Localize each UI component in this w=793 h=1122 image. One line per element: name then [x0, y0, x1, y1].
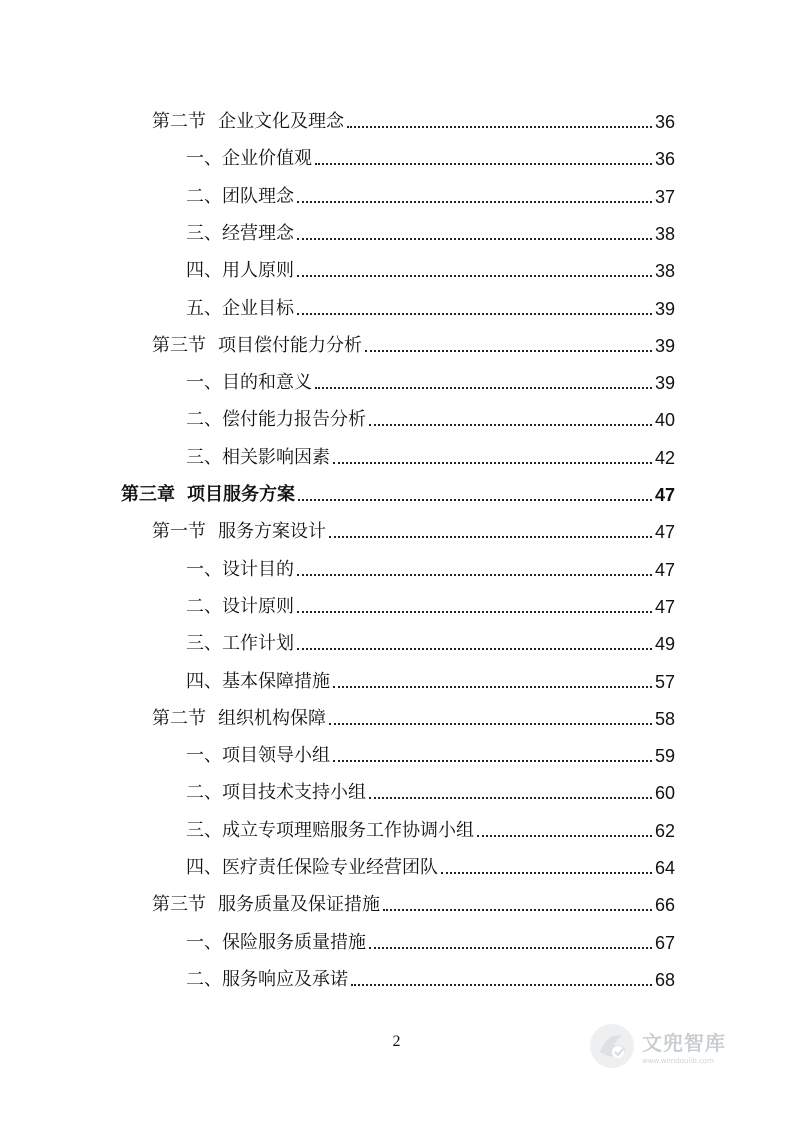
- toc-entry-page: 67: [654, 933, 675, 953]
- toc-entry-label: [186, 447, 330, 469]
- toc-entry-title: 企业价值观: [222, 148, 312, 169]
- toc-entry-title: 企业目标: [222, 298, 294, 319]
- toc-entry: [186, 142, 675, 170]
- toc-entry-label: [186, 223, 294, 245]
- toc-entry-page: 40: [654, 410, 675, 430]
- toc-entry: [152, 888, 675, 916]
- toc-entry-label: [186, 932, 366, 954]
- toc-entry: [186, 403, 675, 431]
- toc-entry-prefix: 二、: [186, 596, 222, 617]
- toc-entry-label: [152, 708, 326, 730]
- toc-entry-title: 相关影响因素: [222, 447, 330, 468]
- toc-leader-dots: [329, 536, 652, 538]
- toc-entry-title: 工作计划: [222, 633, 294, 654]
- toc-entry: [186, 963, 675, 991]
- toc-entry-page: 39: [654, 373, 675, 393]
- toc-entry: [186, 926, 675, 954]
- toc-leader-dots: [297, 648, 652, 650]
- toc-entry-prefix: 二、: [186, 969, 222, 990]
- toc-entry-prefix: 四、: [186, 671, 222, 692]
- toc-entry-label: [186, 148, 312, 170]
- toc-entry: [186, 254, 675, 282]
- toc-entry-prefix: 四、: [186, 260, 222, 281]
- toc-entry-label: [121, 484, 295, 506]
- toc-entry-prefix: 第二节: [152, 111, 206, 132]
- toc-entry-prefix: 第三节: [152, 335, 206, 356]
- toc-entry-page: 47: [654, 560, 675, 580]
- toc-entry-prefix: 第二节: [152, 708, 206, 729]
- toc-leader-dots: [297, 611, 652, 613]
- toc-entry-title: 企业文化及理念: [218, 111, 344, 132]
- toc-entry-page: 36: [654, 112, 675, 132]
- toc-entry-prefix: 三、: [186, 633, 222, 654]
- toc-entry: [186, 627, 675, 655]
- toc-leader-dots: [441, 872, 652, 874]
- toc-entry-label: [152, 894, 380, 916]
- toc-leader-dots: [351, 984, 652, 986]
- toc-entry: [152, 702, 675, 730]
- toc-entry-label: [186, 633, 294, 655]
- toc-entry-prefix: 一、: [186, 559, 222, 580]
- toc-entry-page: 64: [654, 858, 675, 878]
- toc-entry-label: [186, 372, 312, 394]
- toc-entry-page: 47: [654, 485, 675, 505]
- wendou-logo-icon: [588, 1022, 636, 1070]
- toc-entry-title: 基本保障措施: [222, 671, 330, 692]
- toc-entry: [186, 217, 675, 245]
- toc-entry-title: 服务响应及承诺: [222, 969, 348, 990]
- toc-entry: [152, 515, 675, 543]
- toc-entry: [152, 329, 675, 357]
- toc-leader-dots: [333, 686, 652, 688]
- toc-entry-title: 服务质量及保证措施: [218, 894, 380, 915]
- toc-entry-page: 60: [654, 783, 675, 803]
- toc-entry-page: 47: [654, 522, 675, 542]
- toc-entry-title: 用人原则: [222, 260, 294, 281]
- toc-entry-label: [186, 671, 330, 693]
- toc-entry-title: 经营理念: [222, 223, 294, 244]
- toc-entry-prefix: 五、: [186, 298, 222, 319]
- toc-entry-label: [186, 820, 474, 842]
- toc-entry-page: 37: [654, 187, 675, 207]
- toc-entry: [186, 814, 675, 842]
- toc-entry: [186, 441, 675, 469]
- toc-leader-dots: [315, 387, 652, 389]
- toc-entry-page: 57: [654, 672, 675, 692]
- toc-entry-title: 项目偿付能力分析: [218, 335, 362, 356]
- toc-entry-label: [152, 335, 362, 357]
- toc-leader-dots: [297, 238, 652, 240]
- toc-entry-prefix: 四、: [186, 857, 222, 878]
- toc-entry-label: [186, 186, 294, 208]
- toc-entry: [186, 366, 675, 394]
- toc-entry-page: 62: [654, 821, 675, 841]
- toc-leader-dots: [333, 462, 652, 464]
- toc-entry-page: 58: [654, 709, 675, 729]
- toc-entry-prefix: 二、: [186, 409, 222, 430]
- toc-entry: [186, 180, 675, 208]
- toc-leader-dots: [333, 760, 652, 762]
- toc-entry-title: 保险服务质量措施: [222, 932, 366, 953]
- toc-entry-label: [186, 298, 294, 320]
- toc-entry-title: 组织机构保障: [218, 708, 326, 729]
- toc-leader-dots: [315, 163, 652, 165]
- toc-leader-dots: [369, 947, 652, 949]
- toc-entry-prefix: 二、: [186, 782, 222, 803]
- toc-entry-label: [186, 596, 294, 618]
- toc-entry-page: 38: [654, 261, 675, 281]
- watermark-name: 文兜智库: [642, 1031, 726, 1055]
- toc-entry-label: [152, 111, 344, 133]
- toc-entry-title: 成立专项理赔服务工作协调小组: [222, 820, 474, 841]
- toc-leader-dots: [297, 313, 652, 315]
- toc-leader-dots: [477, 835, 652, 837]
- toc-entry-page: 36: [654, 149, 675, 169]
- toc-entry: [186, 553, 675, 581]
- toc-leader-dots: [365, 350, 652, 352]
- page-number: 2: [392, 1033, 401, 1050]
- toc-entry-title: 项目服务方案: [187, 484, 295, 505]
- toc-entry-page: 47: [654, 597, 675, 617]
- toc-entry: [186, 292, 675, 320]
- toc-entry-page: 39: [654, 336, 675, 356]
- toc-leader-dots: [369, 424, 652, 426]
- toc-entry-title: 设计原则: [222, 596, 294, 617]
- watermark-url: www.wendoulib.com: [642, 1057, 714, 1065]
- toc-leader-dots: [383, 909, 652, 911]
- toc-leader-dots: [297, 275, 652, 277]
- toc-entry-title: 团队理念: [222, 186, 294, 207]
- toc-entry-page: 38: [654, 224, 675, 244]
- toc-entry: [186, 851, 675, 879]
- toc-entry-label: [186, 782, 366, 804]
- toc-entry-label: [186, 559, 294, 581]
- toc-entry-prefix: 一、: [186, 372, 222, 393]
- toc-entry-label: [186, 260, 294, 282]
- toc-entry: [152, 105, 675, 133]
- watermark: [588, 1018, 758, 1074]
- toc-entry-label: [186, 409, 366, 431]
- toc-entry-title: 设计目的: [222, 559, 294, 580]
- toc-entry-title: 偿付能力报告分析: [222, 409, 366, 430]
- toc-entry-prefix: 三、: [186, 223, 222, 244]
- toc-entry: [186, 665, 675, 693]
- toc-entry: [186, 590, 675, 618]
- toc-entry-title: 服务方案设计: [218, 521, 326, 542]
- toc-leader-dots: [298, 499, 652, 501]
- toc-entry-page: 42: [654, 448, 675, 468]
- toc-entry: [186, 739, 675, 767]
- toc-leader-dots: [297, 201, 652, 203]
- toc-entry-prefix: 三、: [186, 820, 222, 841]
- toc-entry-page: 68: [654, 970, 675, 990]
- toc-entry-prefix: 第三章: [121, 484, 175, 505]
- toc-entry-prefix: 二、: [186, 186, 222, 207]
- toc-entry-title: 医疗责任保险专业经营团队: [222, 857, 438, 878]
- toc-entry-page: 66: [654, 895, 675, 915]
- toc-entry-prefix: 第一节: [152, 521, 206, 542]
- toc-entry-page: 49: [654, 634, 675, 654]
- toc-entry-title: 项目技术支持小组: [222, 782, 366, 803]
- toc-entry-label: [186, 745, 330, 767]
- toc-entry-page: 39: [654, 299, 675, 319]
- toc-leader-dots: [297, 574, 652, 576]
- toc-entry-prefix: 一、: [186, 932, 222, 953]
- toc-entry: [186, 776, 675, 804]
- toc-entry: [121, 478, 675, 506]
- toc-entry-prefix: 一、: [186, 745, 222, 766]
- toc-entry-label: [186, 969, 348, 991]
- toc-entry-prefix: 第三节: [152, 894, 206, 915]
- toc-entry-page: 59: [654, 746, 675, 766]
- toc-entry-title: 项目领导小组: [222, 745, 330, 766]
- toc-entry-label: [152, 521, 326, 543]
- toc-leader-dots: [347, 126, 652, 128]
- toc-entry-title: 目的和意义: [222, 372, 312, 393]
- toc-entry-label: [186, 857, 438, 879]
- toc-entry-prefix: 一、: [186, 148, 222, 169]
- toc-leader-dots: [329, 723, 652, 725]
- toc-entry-prefix: 三、: [186, 447, 222, 468]
- toc-leader-dots: [369, 797, 652, 799]
